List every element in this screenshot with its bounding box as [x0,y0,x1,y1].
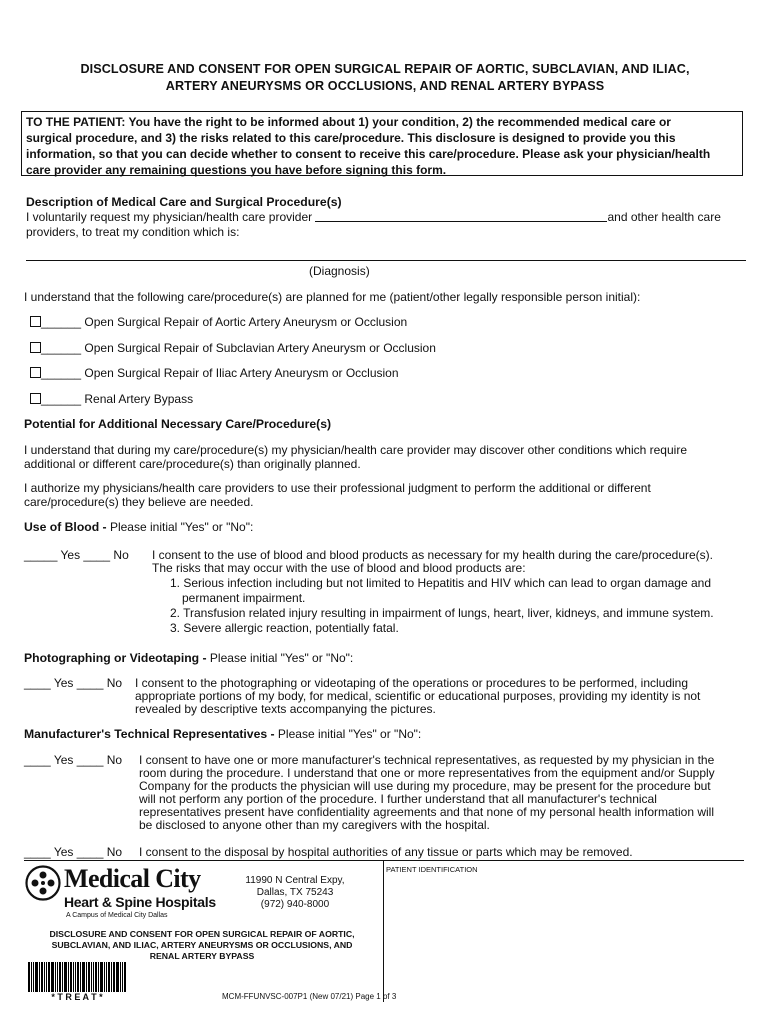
blood-risk-item: 3. Severe allergic reaction, potentially fatal. [170,621,399,635]
notice-line: surgical procedure, and 3) the risks related to this care/procedure. This disclosure is designed to provide you this [26,131,676,145]
footer-title-line: DISCLOSURE AND CONSENT FOR OPEN SURGICAL REPAIR OF AORTIC, [49,929,355,939]
phone-number: (972) 940-8000 [260,899,330,910]
disposal-consent: I consent to the disposal by hospital authorities of any tissue or parts which may be removed. [139,845,633,859]
provider-line-suffix: and other health care [607,210,721,224]
provider-line-text: I voluntarily request my physician/health care provider [26,210,313,224]
initial-blank[interactable]: ______ [41,341,82,355]
manufacturer-heading: Manufacturer's Technical Representatives - [24,727,275,741]
description-heading: Description of Medical Care and Surgical Procedure(s) [26,195,342,209]
procedure-option-renal [30,392,193,406]
planned-procedures-intro: I understand that the following care/procedure(s) are planned for me (patient/other legally responsible person initial): [24,290,641,304]
manufacturer-consent: room during the procedure. I understand that one or more representatives from the equipment and/or Supply [139,766,715,780]
procedure-label: Renal Artery Bypass [84,392,194,406]
provider-line [26,210,721,224]
footer-title-line: RENAL ARTERY BYPASS [149,951,255,961]
checkbox[interactable] [30,316,41,327]
procedure-option-subclavian [30,341,436,355]
manufacturer-instruction: Please initial "Yes" or "No": [277,727,422,741]
diagnosis-label: (Diagnosis) [309,264,370,278]
footer-divider [24,860,744,861]
disposal-yes-no[interactable]: ____ Yes ____ No [24,845,123,859]
photo-instruction: Please initial "Yes" or "No": [209,651,354,665]
manufacturer-consent: be disclosed to anyone other than my caregivers with the hospital. [139,818,490,832]
diagnosis-field[interactable] [26,260,746,261]
manufacturer-consent: Company for the products the physician will use during my procedure, may be present for the procedure but [139,779,711,793]
initial-blank[interactable]: ______ [41,366,82,380]
manufacturer-heading-line [24,727,421,741]
hospital-address [240,875,350,911]
procedure-option-iliac [30,366,399,380]
initial-blank[interactable]: ______ [41,392,82,406]
blood-yes-no[interactable]: _____ Yes ____ No [24,548,129,562]
photo-heading: Photographing or Videotaping - [24,651,207,665]
medical-city-logo-icon [25,865,61,901]
blood-heading-line [24,520,253,534]
condition-line: providers, to treat my condition which is: [26,225,240,239]
additional-care-text: I understand that during my care/procedure(s) my physician/health care provider may discover other conditions which require [24,443,687,457]
procedure-option-aortic [30,315,407,329]
photo-consent: I consent to the photographing or videotaping of the operations or procedures to be performed, including [135,676,689,690]
authorization-text: care/procedure(s) they believe are needed. [24,495,254,509]
checkbox[interactable] [30,367,41,378]
blood-risk-item: permanent impairment. [182,591,306,605]
logo-subtitle: Heart & Spine Hospitals [64,894,216,910]
blood-risk-item: 1. Serious infection including but not limited to Hepatitis and HIV which can lead to organ damage and [170,576,711,590]
photo-yes-no[interactable]: ____ Yes ____ No [24,676,123,690]
blood-risk-item: 2. Transfusion related injury resulting in impairment of lungs, heart, liver, kidneys, and immune system. [170,606,714,620]
manufacturer-consent: representatives present have confidentiality agreements and that none of my personal health information will [139,805,714,819]
patient-identification-label: PATIENT IDENTIFICATION [386,865,478,874]
procedure-label: Open Surgical Repair of Subclavian Artery Aneurysm or Occlusion [84,341,436,355]
blood-consent: I consent to the use of blood and blood products as necessary for my health during the care/procedure(s). [152,548,713,562]
patient-notice-box [21,111,743,176]
notice-line: TO THE PATIENT: You have the right to be informed about 1) your condition, 2) the recommended medical care or [26,115,671,129]
manufacturer-consent: I consent to have one or more manufacturer's technical representatives, as requested by my physician in the [139,753,715,767]
checkbox[interactable] [30,342,41,353]
document-title-line2: ARTERY ANEURYSMS OR OCCLUSIONS, AND RENAL ARTERY BYPASS [165,79,605,93]
document-title-line1: DISCLOSURE AND CONSENT FOR OPEN SURGICAL REPAIR OF AORTIC, SUBCLAVIAN, AND ILIAC, [80,62,690,76]
footer-title-line: SUBCLAVIAN, AND ILIAC, ARTERY ANEURYSMS OR OCCLUSIONS, AND [51,940,353,950]
notice-line: care provider any remaining questions you have before signing this form. [26,163,447,177]
photo-heading-line [24,651,353,665]
barcode-image [28,962,126,992]
additional-care-text: additional or different care/procedure(s) than originally planned. [24,457,361,471]
checkbox[interactable] [30,393,41,404]
manufacturer-consent: will not perform any portion of the procedure. I further understand that all manufacturer's technical [139,792,657,806]
photo-consent: revealed by descriptive texts accompanying the pictures. [135,702,436,716]
blood-heading: Use of Blood - [24,520,107,534]
notice-line: information, so that you can decide whether to consent to receive this care/procedure. Please ask your physician/health [26,147,711,161]
logo-name: Medical City [64,864,201,893]
authorization-text: I authorize my physicians/health care providers to use their professional judgment to perform the additional or different [24,481,651,495]
patient-id-divider [383,860,384,1002]
provider-name-field[interactable] [315,210,607,222]
procedure-label: Open Surgical Repair of Aortic Artery Aneurysm or Occlusion [84,315,408,329]
initial-blank[interactable]: ______ [41,315,82,329]
form-code: MCM-FFUNVSC-007P1 (New 07/21) Page 1 of 3 [222,992,397,1001]
photo-consent: appropriate portions of my body, for medical, scientific or educational purposes, providing my identity is not [135,689,701,703]
procedure-label: Open Surgical Repair of Iliac Artery Aneurysm or Occlusion [84,366,399,380]
blood-risks-intro: The risks that may occur with the use of blood and blood products are: [152,561,526,575]
address-line: 11990 N Central Expy, [245,875,345,886]
additional-care-heading: Potential for Additional Necessary Care/Procedure(s) [24,417,332,431]
footer-form-title [22,929,382,962]
barcode-caption: * T R E A T * [51,992,103,1002]
logo-campus: A Campus of Medical City Dallas [66,912,168,919]
address-line: Dallas, TX 75243 [256,887,334,898]
blood-instruction: Please initial "Yes" or "No": [109,520,254,534]
manufacturer-yes-no[interactable]: ____ Yes ____ No [24,753,123,767]
